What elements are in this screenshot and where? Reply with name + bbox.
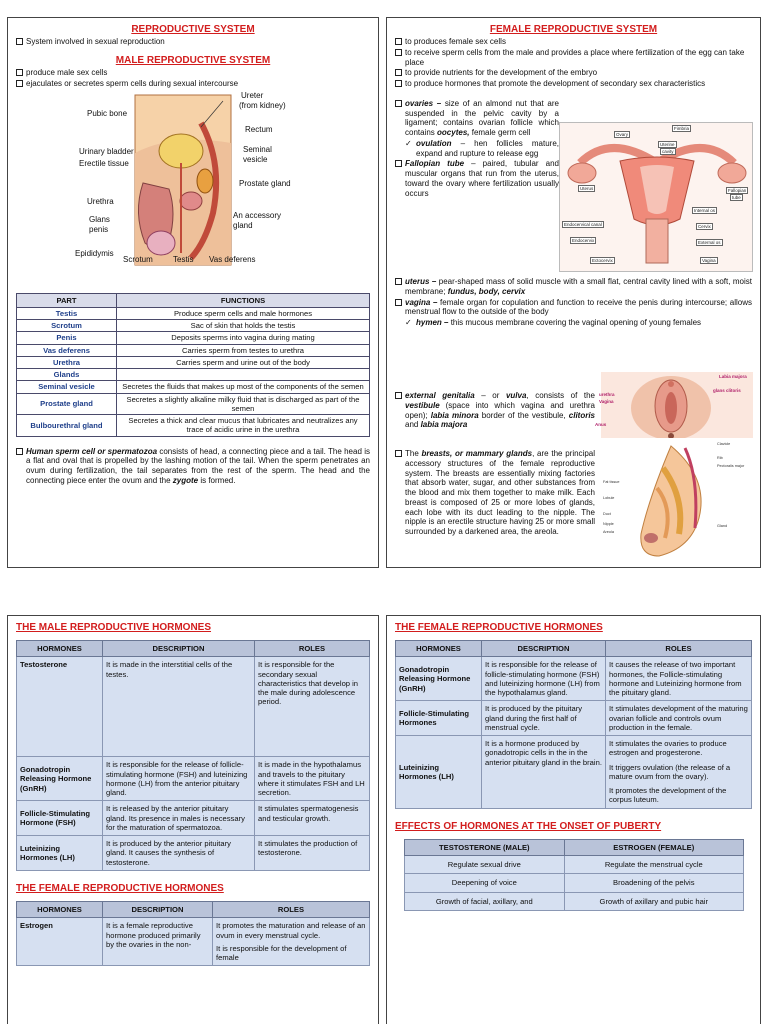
effect-male: Growth of facial, axillary, and bbox=[404, 892, 565, 910]
checkmark-icon: ✓ bbox=[405, 318, 412, 327]
hormone-name: Luteinizing Hormones (LH) bbox=[17, 836, 103, 871]
hormone-name: Follicle-Stimulating Hormone (FSH) bbox=[17, 801, 103, 836]
part-function: Secretes a thick and clear mucus that lubricates and neutralizes any trace of acidic urine in the urethra bbox=[117, 415, 370, 437]
breasts-term: breasts, or mammary glands bbox=[421, 449, 533, 458]
label-endocervix: Endocervix bbox=[572, 238, 595, 243]
label-rib: Rib bbox=[717, 456, 723, 460]
col-description: DESCRIPTION bbox=[103, 641, 255, 657]
label-urethra-f: urethra bbox=[599, 392, 615, 397]
label-accessory-2: gland bbox=[233, 220, 253, 230]
col-hormones: HORMONES bbox=[396, 641, 482, 657]
table-row bbox=[404, 892, 743, 910]
male-hormones-title: THE MALE REPRODUCTIVE HORMONES bbox=[16, 622, 212, 633]
female-bullet: to provide nutrients for the development of the embryo bbox=[395, 68, 752, 78]
col-roles: ROLES bbox=[606, 641, 752, 657]
hormone-role: It stimulates development of the maturing ovarian follicle and controls ovum production in the female. bbox=[606, 701, 752, 736]
female-hormones-table-left bbox=[16, 901, 370, 966]
table-row bbox=[396, 736, 752, 809]
hymen-term: hymen – bbox=[416, 318, 449, 327]
reproductive-title: REPRODUCTIVE SYSTEM bbox=[131, 24, 255, 35]
female-bullet: to produce hormones that promote the development of secondary sex characteristics bbox=[395, 79, 752, 89]
male-hormones-panel bbox=[7, 615, 379, 1024]
female-title: FEMALE REPRODUCTIVE SYSTEM bbox=[489, 24, 658, 35]
label-pubic-bone: Pubic bone bbox=[87, 108, 128, 118]
parts-header-part: PART bbox=[17, 293, 117, 307]
label-ureter-2: (from kidney) bbox=[239, 100, 286, 110]
table-row bbox=[17, 307, 370, 319]
uterus-item: uterus – pear-shaped mass of solid muscle with a small flat, central cavity lined with a soft, moist membrane; fundus, body, cervix bbox=[395, 277, 752, 297]
label-ovary: Ovary bbox=[616, 132, 629, 137]
parts-header-row bbox=[17, 293, 370, 307]
hormone-description: It is responsible for the release of follicle-stimulating hormone (FSH) and luteinizing hormone (LH) from the hypothalamus gland. bbox=[482, 657, 606, 701]
breast-diagram bbox=[599, 438, 755, 562]
part-name: Vas deferens bbox=[17, 344, 117, 356]
hormone-name: Testosterone bbox=[17, 657, 103, 757]
table-row bbox=[17, 369, 370, 381]
col-description: DESCRIPTION bbox=[482, 641, 606, 657]
part-function: Deposits sperms into vagina during mating bbox=[117, 332, 370, 344]
effects-title: EFFECTS OF HORMONES AT THE ONSET OF PUBERTY bbox=[395, 820, 662, 832]
label-glans: Glans bbox=[89, 214, 110, 224]
hormone-role: It stimulates the production of testosterone. bbox=[255, 836, 370, 871]
table-row bbox=[17, 320, 370, 332]
part-name: Testis bbox=[17, 307, 117, 319]
col-roles: ROLES bbox=[255, 641, 370, 657]
part-name: Bulbourethral gland bbox=[17, 415, 117, 437]
effect-female: Broadening of the pelvis bbox=[565, 874, 743, 892]
label-vagina: Vagina bbox=[702, 258, 716, 263]
sperm-text: consists of head, a connecting piece and a tail. The head is a flat and oval that is propelled by the lashing motion of the tail. When the sperm penetrates an ovum during fertilization, the tail separates from the rest of the sperm. The head and the connecting piece enter the ovum and the bbox=[26, 446, 370, 485]
label-fallopian-2: tube bbox=[732, 195, 741, 200]
hormone-role: It is responsible for the secondary sexual characteristics that develop in the male during adolescence period. bbox=[255, 657, 370, 757]
uterus-vagina-block bbox=[395, 276, 752, 328]
label-fat-tissue: Fat tissue bbox=[603, 480, 620, 484]
sperm-text-end: is formed. bbox=[198, 475, 236, 485]
hormone-name: Luteinizing Hormones (LH) bbox=[396, 736, 482, 809]
female-system-panel bbox=[386, 17, 761, 568]
label-nipple: Nipple bbox=[603, 522, 614, 526]
oocytes-term: oocytes, bbox=[437, 128, 470, 138]
hormone-description: It is made in the interstitial cells of the testes. bbox=[103, 657, 255, 757]
table-row bbox=[17, 381, 370, 393]
hormone-role: It promotes the maturation and release of an ovum in every menstrual cycle. It is responsible for the development of female bbox=[213, 918, 370, 966]
col-estrogen: ESTROGEN (FEMALE) bbox=[565, 839, 743, 855]
col-roles: ROLES bbox=[213, 902, 370, 918]
part-name: Prostate gland bbox=[17, 393, 117, 415]
external-genitalia-block: external genitalia – or vulva, consists of the vestibule (space into which vagina and urethra open); labia minora border of the vestibule, clitoris and labia majora bbox=[395, 390, 595, 431]
label-clavicle: Clavicle bbox=[717, 442, 731, 446]
female-hormones-title-left: THE FEMALE REPRODUCTIVE HORMONES bbox=[16, 882, 224, 894]
male-bullet: ejaculates or secretes sperm cells during sexual intercourse bbox=[16, 79, 370, 89]
part-name: Glands bbox=[17, 369, 117, 381]
ovulation-term: ovulation bbox=[416, 138, 452, 148]
effect-female: Growth of axillary and pubic hair bbox=[565, 892, 743, 910]
sperm-paragraph bbox=[16, 447, 370, 486]
table-row bbox=[17, 344, 370, 356]
label-testis: Testis bbox=[173, 254, 194, 264]
col-hormones: HORMONES bbox=[17, 902, 103, 918]
effect-male: Regulate sexual drive bbox=[404, 856, 565, 874]
label-glans-2: penis bbox=[89, 224, 109, 234]
hormone-description: It is produced by the pituitary gland during the first half of menstrual cycle. bbox=[482, 701, 606, 736]
label-urinary-bladder: Urinary bladder bbox=[79, 146, 134, 156]
part-function: Produce sperm cells and male hormones bbox=[117, 307, 370, 319]
uterus-parts: fundus, body, cervix bbox=[447, 286, 526, 296]
label-rectum: Rectum bbox=[245, 124, 273, 134]
hormone-description: It is released by the anterior pituitary gland. Its presence in males is necessary for the maturation of spermatozoa. bbox=[103, 801, 255, 836]
table-row bbox=[17, 393, 370, 415]
checkbox-icon bbox=[395, 450, 402, 457]
vagina-term: vagina – bbox=[405, 297, 438, 307]
female-bullet: to receive sperm cells from the male and provides a place where fertilization of the egg can take place bbox=[395, 48, 752, 68]
label-epididymis: Epididymis bbox=[75, 248, 114, 258]
table-row bbox=[17, 801, 370, 836]
label-uterus: Uterus bbox=[580, 186, 594, 191]
vulva-illustration bbox=[601, 372, 753, 444]
label-areola: Areola bbox=[603, 530, 614, 534]
label-gland: Gland bbox=[717, 524, 728, 528]
hormone-description: It is a hormone produced by gonadotropic cells in the in the anterior pituitary gland in the brain. bbox=[482, 736, 606, 809]
table-row bbox=[404, 856, 743, 874]
hormone-name: Follicle-Stimulating Hormones bbox=[396, 701, 482, 736]
label-labia-majora: Labia majora bbox=[719, 374, 747, 379]
checkbox-icon bbox=[395, 80, 402, 87]
label-fallopian: Fallopian bbox=[728, 188, 747, 193]
male-system-panel bbox=[7, 17, 379, 568]
uterus-illustration bbox=[560, 123, 754, 273]
label-ureter: Ureter bbox=[241, 90, 264, 100]
label-scrotum: Scrotum bbox=[123, 254, 153, 264]
vagina-item: vagina – female organ for copulation and function to receive the penis during intercourse; allows menstrual flow to the outside of the body bbox=[395, 298, 752, 318]
parts-header-functions: FUNCTIONS bbox=[117, 293, 370, 307]
part-function: Carries sperm and urine out of the body bbox=[117, 356, 370, 368]
label-external-os: External os bbox=[698, 240, 721, 245]
intro-bullet: System involved in sexual reproduction bbox=[16, 37, 370, 47]
label-seminal: Seminal bbox=[243, 144, 272, 154]
parts-table bbox=[16, 293, 370, 437]
fallopian-item: Fallopian tube – paired, tubular and muscular organs that run from the uterus, toward the ovary where fertilization usually occurs bbox=[395, 159, 559, 198]
label-vagina-f: Vagina bbox=[599, 399, 614, 404]
female-hormones-table-right bbox=[395, 640, 752, 809]
vulva-term: vulva bbox=[505, 391, 527, 400]
table-row bbox=[17, 757, 370, 801]
ovaries-term: ovaries – bbox=[405, 98, 442, 108]
uterus-diagram bbox=[559, 122, 753, 272]
label-endocervical: Endocervical canal bbox=[564, 222, 602, 227]
part-name: Penis bbox=[17, 332, 117, 344]
checkbox-icon bbox=[16, 69, 23, 76]
checkbox-icon bbox=[395, 100, 402, 107]
label-pectoralis: Pectoralis major bbox=[717, 464, 745, 468]
female-hormones-panel bbox=[386, 615, 761, 1024]
table-row bbox=[396, 701, 752, 736]
hymen-item: ✓ hymen – this mucous membrane covering the vaginal opening of young females bbox=[405, 318, 702, 327]
part-name: Seminal vesicle bbox=[17, 381, 117, 393]
hormone-role: It stimulates spermatogenesis and testicular growth. bbox=[255, 801, 370, 836]
checkbox-icon bbox=[395, 49, 402, 56]
ovaries-block: ovaries – size of an almond nut that are suspended in the pelvic cavity by a ligament; contains ovarian follicle which contains oocytes, female germ cell ✓ ovulation – hen follicles mature, expand and rupture to release egg Fallopian tube – paired, tubular and muscular organs that run from the uterus, toward the ovary where fertilization usually occurs bbox=[395, 99, 559, 199]
table-row bbox=[17, 657, 370, 757]
uterus-term: uterus – bbox=[405, 277, 437, 286]
zygote-term: zygote bbox=[172, 475, 199, 485]
hormone-name: Estrogen bbox=[17, 918, 103, 966]
table-row bbox=[17, 918, 370, 966]
hormone-role: It stimulates the ovaries to produce estrogen and progesterone. It triggers ovulation (the release of a mature ovum from the ovary). It promotes the development of the corpus luteum. bbox=[606, 736, 752, 809]
breasts-block: The breasts, or mammary glands, are the principal accessory structures of the female reproductive system. The breasts are essentially mixing factories that absorb water, sugar, and other substances from the blood and mix them together to make milk. Each breast is composed of 25 or more lobes of glands, each lobe with its duct leading to the nipple. The nipple is an erectile structure having 25 or more small surrounded by a darkened area, the areola. bbox=[395, 448, 595, 538]
label-glans-clitoris: glans clitoris bbox=[713, 388, 741, 393]
part-name: Urethra bbox=[17, 356, 117, 368]
male-anatomy-diagram bbox=[73, 90, 313, 289]
hormone-description: It is responsible for the release of follicle-stimulating hormone (FSH) and luteinizing hormone (LH) from the anterior pituitary gland. bbox=[103, 757, 255, 801]
part-name: Scrotum bbox=[17, 320, 117, 332]
effect-female: Regulate the menstrual cycle bbox=[565, 856, 743, 874]
external-term: external genitalia bbox=[405, 391, 475, 400]
checkbox-icon bbox=[395, 160, 402, 167]
checkbox-icon bbox=[395, 278, 402, 285]
checkbox-icon bbox=[16, 448, 23, 455]
label-urethra: Urethra bbox=[87, 196, 114, 206]
effects-table bbox=[404, 839, 744, 911]
part-function: Secretes a slightly alkaline milky fluid that is discharged as part of the semen bbox=[117, 393, 370, 415]
table-row bbox=[404, 874, 743, 892]
part-function: Secretes the fluids that makes up most of the components of the semen bbox=[117, 381, 370, 393]
ovulation-item: ✓ ovulation – hen follicles mature, expand and rupture to release egg bbox=[405, 138, 559, 158]
vestibule-term: vestibule bbox=[405, 400, 440, 410]
labia-minora-term: labia minora bbox=[430, 410, 479, 420]
hormone-description: It is produced by the anterior pituitary gland. It causes the synthesis of testosterone. bbox=[103, 836, 255, 871]
label-anus: Anus bbox=[595, 422, 607, 427]
label-prostate: Prostate gland bbox=[239, 178, 291, 188]
table-row bbox=[17, 356, 370, 368]
col-hormones: HORMONES bbox=[17, 641, 103, 657]
male-hormones-table bbox=[16, 640, 370, 871]
hormone-name: Gonadotropin Releasing Hormone (GnRH) bbox=[396, 657, 482, 701]
checkbox-icon bbox=[395, 299, 402, 306]
vulva-diagram bbox=[595, 372, 753, 444]
label-erectile-tissue: Erectile tissue bbox=[79, 158, 129, 168]
col-testosterone: TESTOSTERONE (MALE) bbox=[404, 839, 565, 855]
table-row bbox=[17, 332, 370, 344]
labia-majora-term: labia majora bbox=[420, 420, 468, 430]
label-vas-deferens: Vas deferens bbox=[209, 254, 256, 264]
label-ectocervix: Ectocervix bbox=[592, 258, 613, 263]
hormone-role: It is made in the hypothalamus and travels to the pituitary where it stimulates FSH and LH secretion. bbox=[255, 757, 370, 801]
male-title: MALE REPRODUCTIVE SYSTEM bbox=[115, 54, 271, 66]
breast-illustration bbox=[599, 438, 755, 562]
col-description: DESCRIPTION bbox=[103, 902, 213, 918]
table-row bbox=[17, 836, 370, 871]
female-bullet: to produces female sex cells bbox=[395, 37, 752, 47]
label-internal-os: Internal os bbox=[694, 208, 716, 213]
checkbox-icon bbox=[395, 38, 402, 45]
table-row bbox=[396, 657, 752, 701]
hormone-role: It causes the release of two important hormones, the Follicle-stimulating hormone and Luteinizing hormone from the pituitary gland. bbox=[606, 657, 752, 701]
label-uterine: Uterine bbox=[660, 142, 675, 147]
checkbox-icon bbox=[395, 392, 402, 399]
checkbox-icon bbox=[16, 80, 23, 87]
label-fimbria: Fimbria bbox=[674, 126, 690, 131]
female-hormones-title-right: THE FEMALE REPRODUCTIVE HORMONES bbox=[395, 622, 603, 633]
part-function bbox=[117, 369, 370, 381]
label-duct: Duct bbox=[603, 512, 611, 516]
hormone-description: It is a female reproductive hormone produced primarily by the ovaries in the non- bbox=[103, 918, 213, 966]
label-uterine-2: cavity bbox=[662, 149, 674, 154]
clitoris-term: clitoris bbox=[568, 410, 595, 420]
part-function: Sac of skin that holds the testis bbox=[117, 320, 370, 332]
fallopian-term: Fallopian tube bbox=[405, 159, 465, 169]
table-row bbox=[17, 415, 370, 437]
checkbox-icon bbox=[16, 38, 23, 45]
sperm-term: Human sperm cell or spermatozoa bbox=[26, 446, 158, 456]
label-seminal-2: vesicle bbox=[243, 154, 268, 164]
label-accessory: An accessory bbox=[233, 210, 282, 220]
part-function: Carries sperm from testes to urethra bbox=[117, 344, 370, 356]
male-bullet: produce male sex cells bbox=[16, 68, 370, 78]
checkmark-icon: ✓ bbox=[405, 138, 412, 148]
label-cervix: Cervix bbox=[698, 224, 711, 229]
label-lobule: Lobule bbox=[603, 496, 615, 500]
checkbox-icon bbox=[395, 69, 402, 76]
hormone-name: Gonadotropin Releasing Hormone (GnRH) bbox=[17, 757, 103, 801]
effect-male: Deepening of voice bbox=[404, 874, 565, 892]
